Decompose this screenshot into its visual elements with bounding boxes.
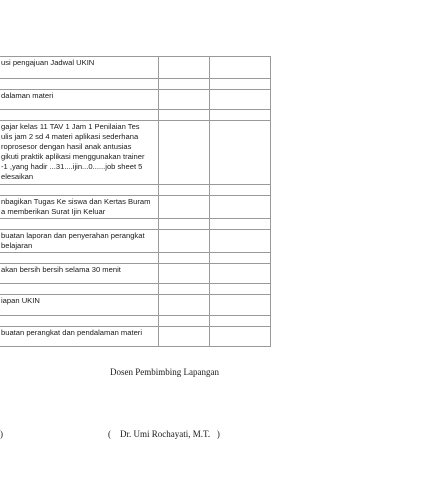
table-spacer-row (0, 185, 271, 196)
signature-cell (159, 121, 210, 185)
table-row (0, 121, 271, 185)
table-row (0, 196, 271, 219)
remarks-cell (210, 90, 271, 110)
table-spacer-row (0, 253, 271, 264)
activity-cell (0, 295, 159, 316)
table-row (0, 327, 271, 347)
activity-text: iapan UKIN (1, 296, 40, 305)
table-spacer-row (0, 79, 271, 90)
remarks-cell (210, 230, 271, 253)
activity-text (0, 253, 158, 255)
remarks-cell (210, 219, 271, 230)
signature-cell (159, 316, 210, 327)
activity-text: gajar kelas 11 TAV 1 Jam 1 Penilaian Tes ulis jam 2 sd 4 materi aplikasi sederhana roprosesor dengan hasil anak antusias gikuti praktik aplikasi menggunakan trainer -1 ,yang hadir ...31....ijin...0......job sheet 5 elesaikan (1, 122, 145, 181)
signature-cell (159, 284, 210, 295)
signature-cell (159, 196, 210, 219)
activity-text (0, 110, 158, 112)
table-row (0, 230, 271, 253)
signature-cell (159, 253, 210, 264)
remarks-cell (210, 264, 271, 284)
activity-text: buatan laporan dan penyerahan perangkat belajaran (1, 231, 145, 250)
signature-cell (159, 185, 210, 196)
activity-cell (0, 57, 159, 79)
activity-cell (0, 264, 159, 284)
table-row (0, 90, 271, 110)
supervisor-title: Dosen Pembimbing Lapangan (110, 367, 219, 377)
remarks-cell (210, 327, 271, 347)
remarks-cell (210, 196, 271, 219)
signature-cell (159, 219, 210, 230)
activity-log-table (0, 56, 271, 347)
activity-cell (0, 185, 159, 196)
activity-log-body (0, 57, 271, 347)
activity-cell (0, 79, 159, 90)
activity-text: dalaman materi (1, 91, 54, 100)
student-signature-closing: ) (0, 429, 3, 439)
table-spacer-row (0, 110, 271, 121)
activity-cell (0, 121, 159, 185)
remarks-cell (210, 110, 271, 121)
signature-cell (159, 90, 210, 110)
table-spacer-row (0, 219, 271, 230)
activity-text: usi pengajuan Jadwal UKIN (1, 58, 95, 67)
activity-text (0, 79, 158, 81)
supervisor-signature: ( Dr. Umi Rochayati, M.T. ) (108, 429, 220, 439)
remarks-cell (210, 284, 271, 295)
activity-text (0, 185, 158, 187)
activity-text (0, 219, 158, 221)
signature-cell (159, 57, 210, 79)
signature-cell (159, 110, 210, 121)
activity-cell (0, 230, 159, 253)
remarks-cell (210, 57, 271, 79)
activity-text: akan bersih bersih selama 30 menit (1, 265, 121, 274)
table-row (0, 295, 271, 316)
activity-cell (0, 327, 159, 347)
activity-cell (0, 90, 159, 110)
activity-cell (0, 316, 159, 327)
remarks-cell (210, 295, 271, 316)
activity-text: nbagikan Tugas Ke siswa dan Kertas Buram a memberikan Surat Ijin Keluar (1, 197, 151, 216)
remarks-cell (210, 185, 271, 196)
activity-cell (0, 284, 159, 295)
remarks-cell (210, 253, 271, 264)
table-row (0, 264, 271, 284)
remarks-cell (210, 316, 271, 327)
activity-text (0, 284, 158, 286)
remarks-cell (210, 121, 271, 185)
signature-cell (159, 295, 210, 316)
signature-cell (159, 79, 210, 90)
activity-cell (0, 196, 159, 219)
remarks-cell (210, 79, 271, 90)
activity-text: buatan perangkat dan pendalaman materi (1, 328, 143, 337)
activity-text (0, 316, 158, 318)
activity-cell (0, 253, 159, 264)
signature-cell (159, 230, 210, 253)
signature-cell (159, 264, 210, 284)
table-row (0, 57, 271, 79)
table-spacer-row (0, 284, 271, 295)
activity-cell (0, 219, 159, 230)
table-spacer-row (0, 316, 271, 327)
signature-cell (159, 327, 210, 347)
activity-cell (0, 110, 159, 121)
